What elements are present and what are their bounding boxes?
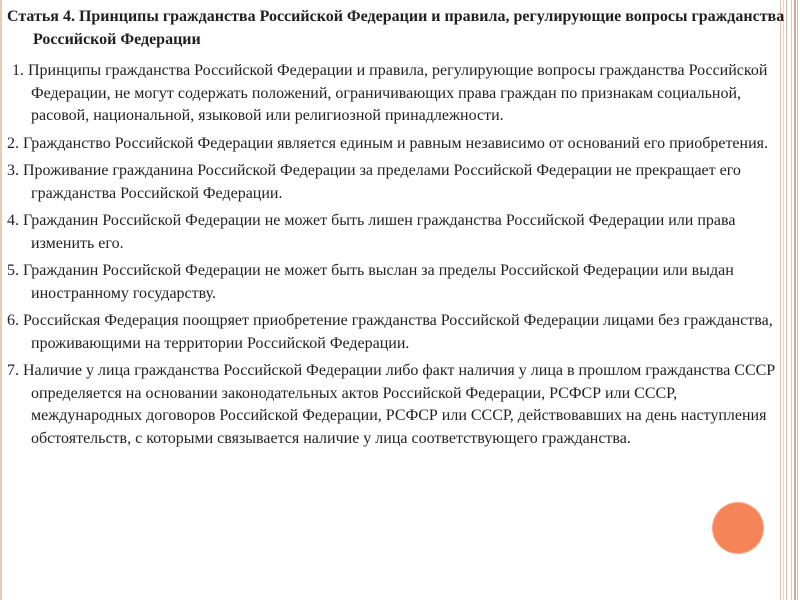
- paragraph-1: 1. Принципы гражданства Российской Федерации и правила, регулирующие вопросы гражданства Российской Федерации, не могут содержать положений, ограничивающих права граждан по признакам социальной, расовой, национальной, языковой или религиозной принадлежности.: [12, 62, 768, 124]
- article-title: Статья 4. Принципы гражданства Российской Федерации и правила, регулирующие вопросы гражданства Российской Федерации: [7, 8, 785, 48]
- paragraph-4: 4. Гражданин Российской Федерации не может быть лишен гражданства Российской Федерации или права изменить его.: [7, 212, 736, 252]
- paragraph-5: 5. Гражданин Российской Федерации не может быть выслан за пределы Российской Федерации или выдан иностранному государству.: [7, 262, 734, 302]
- decorative-orange-circle: [713, 503, 763, 553]
- left-frame-line: [0, 0, 2, 600]
- paragraph-2: 2. Гражданство Российской Федерации является единым и равным независимо от оснований его приобретения.: [7, 134, 769, 152]
- paragraph-3: 3. Проживание гражданина Российской Федерации за пределами Российской Федерации не прекращает его гражданства Российской Федерации.: [7, 162, 741, 202]
- paragraph-6: 6. Российская Федерация поощряет приобретение гражданства Российской Федерации лицами без гражданства, проживающими на территории Российской Федерации.: [7, 312, 773, 352]
- paragraph-7: 7. Наличие у лица гражданства Российской Федерации либо факт наличия у лица в прошлом гражданства СССР определяется на основании законодательных актов Российской Федерации, РСФСР или СССР, международных договоров Российской Федерации, РСФСР или СССР, действовавших на день наступления обстоятельств, с которыми связывается наличие у лица соответствующего гражданства.: [7, 362, 776, 447]
- article-content: [7, 6, 787, 455]
